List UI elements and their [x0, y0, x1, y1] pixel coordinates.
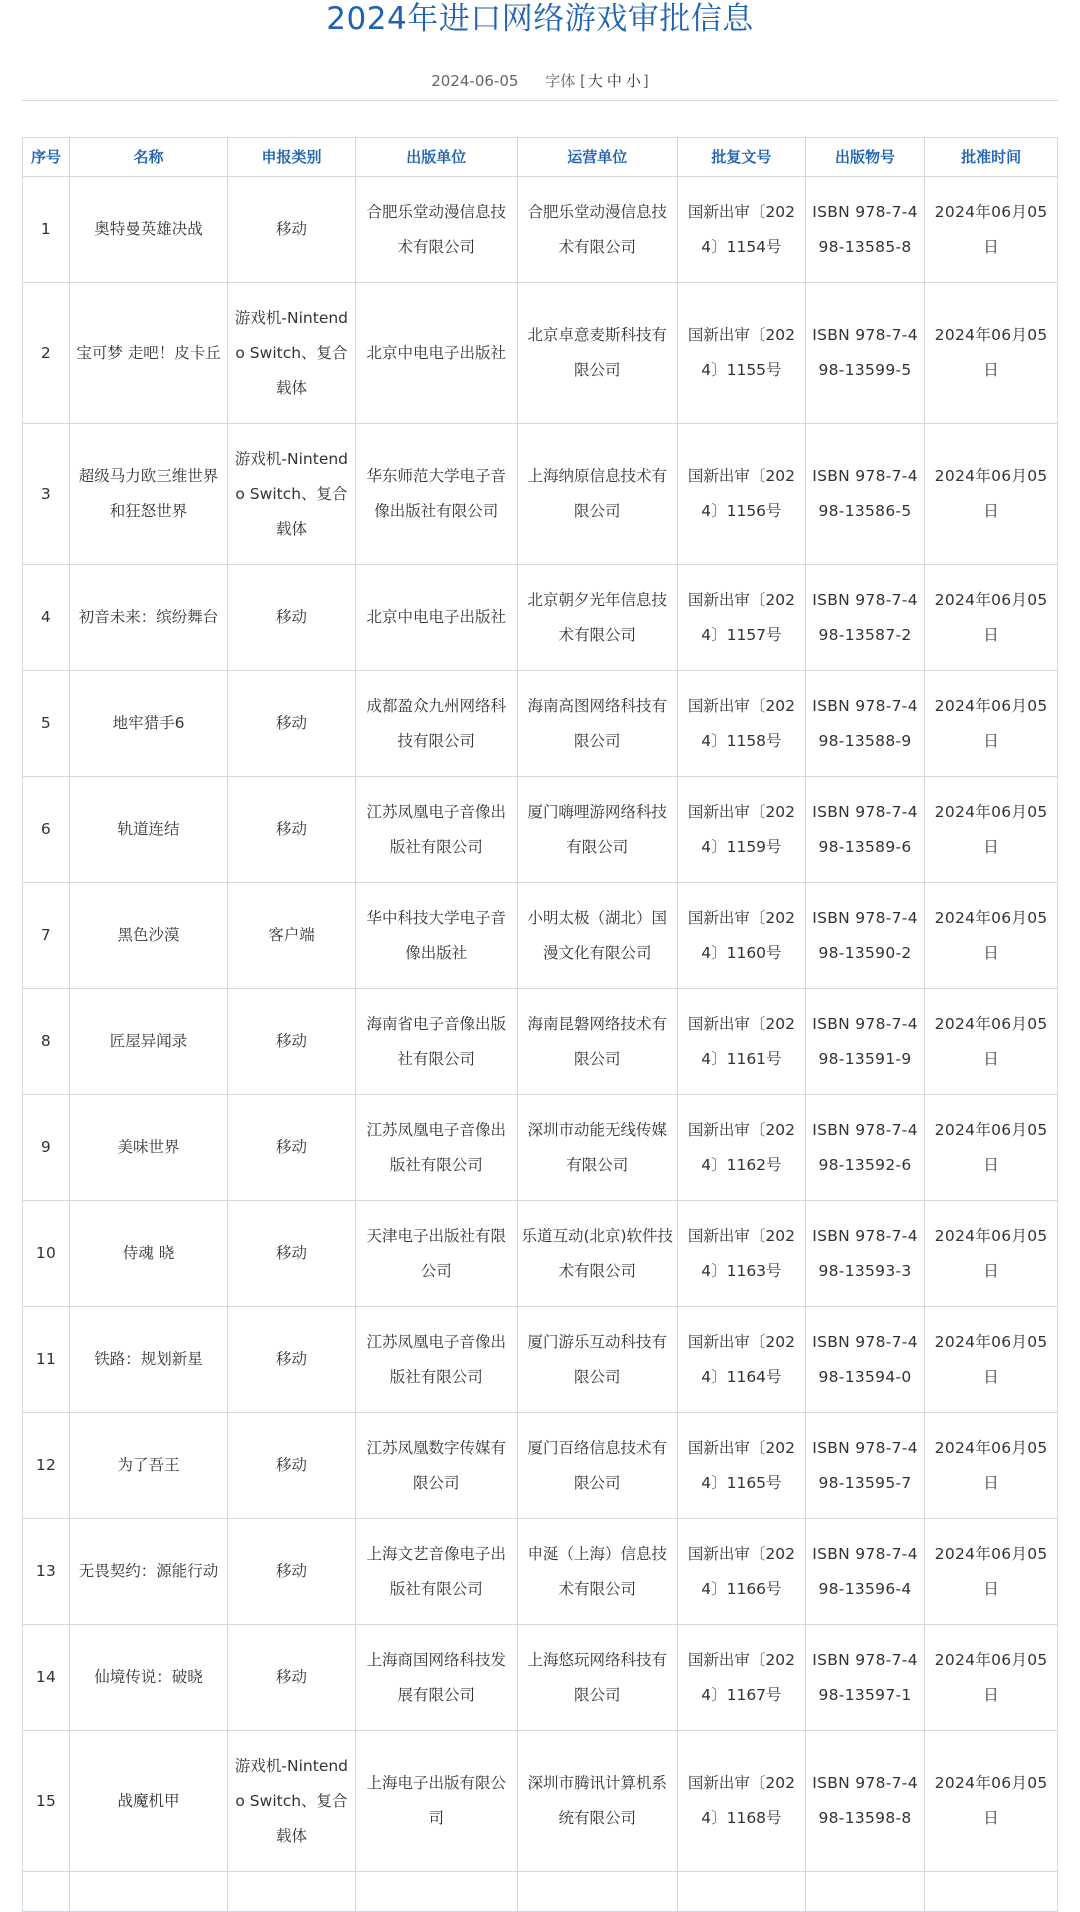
- empty-cell: [70, 1872, 228, 1912]
- cell-operator: 申涎（上海）信息技术有限公司: [517, 1519, 677, 1625]
- table-row: [23, 989, 1058, 1095]
- cell-name: 地牢猎手6: [70, 671, 228, 777]
- cell-no: 8: [23, 989, 70, 1095]
- cell-publisher: 江苏凤凰电子音像出版社有限公司: [355, 777, 517, 883]
- font-size-medium-button[interactable]: 中: [606, 72, 622, 90]
- cell-operator: 上海纳原信息技术有限公司: [517, 424, 677, 565]
- cell-category: 移动: [228, 1413, 356, 1519]
- font-size-label: 字体: [545, 72, 576, 90]
- table-row: [23, 1731, 1058, 1872]
- table-row-cutoff: [23, 1872, 1058, 1912]
- cell-name: 初音未来：缤纷舞台: [70, 565, 228, 671]
- cell-approval: 国新出审〔2024〕1155号: [677, 283, 805, 424]
- cell-date: 2024年06月05日: [925, 1731, 1058, 1872]
- cell-isbn: ISBN 978-7-498-13599-5: [805, 283, 924, 424]
- cell-approval: 国新出审〔2024〕1159号: [677, 777, 805, 883]
- table-row: [23, 1519, 1058, 1625]
- cell-date: 2024年06月05日: [925, 1095, 1058, 1201]
- cell-approval: 国新出审〔2024〕1164号: [677, 1307, 805, 1413]
- bracket-close: ]: [642, 72, 649, 90]
- cell-name: 轨道连结: [70, 777, 228, 883]
- cell-operator: 乐道互动(北京)软件技术有限公司: [517, 1201, 677, 1307]
- cell-category: 移动: [228, 1201, 356, 1307]
- table-row: [23, 671, 1058, 777]
- empty-cell: [677, 1872, 805, 1912]
- cell-isbn: ISBN 978-7-498-13589-6: [805, 777, 924, 883]
- column-header: 出版物号: [805, 138, 924, 177]
- cell-publisher: 北京中电电子出版社: [355, 565, 517, 671]
- cell-name: 奥特曼英雄决战: [70, 177, 228, 283]
- table-row: [23, 177, 1058, 283]
- cell-date: 2024年06月05日: [925, 989, 1058, 1095]
- empty-cell: [805, 1872, 924, 1912]
- cell-operator: 厦门百络信息技术有限公司: [517, 1413, 677, 1519]
- cell-approval: 国新出审〔2024〕1162号: [677, 1095, 805, 1201]
- cell-date: 2024年06月05日: [925, 671, 1058, 777]
- bracket-open: [: [580, 72, 586, 90]
- cell-publisher: 成都盈众九州网络科技有限公司: [355, 671, 517, 777]
- cell-approval: 国新出审〔2024〕1161号: [677, 989, 805, 1095]
- empty-cell: [228, 1872, 356, 1912]
- cell-category: 移动: [228, 1625, 356, 1731]
- cell-no: 4: [23, 565, 70, 671]
- table-row: [23, 1307, 1058, 1413]
- cell-publisher: 上海文艺音像电子出版社有限公司: [355, 1519, 517, 1625]
- cell-category: 游戏机-Nintendo Switch、复合载体: [228, 1731, 356, 1872]
- cell-category: 移动: [228, 1095, 356, 1201]
- cell-date: 2024年06月05日: [925, 883, 1058, 989]
- cell-date: 2024年06月05日: [925, 1201, 1058, 1307]
- cell-publisher: 海南省电子音像出版社有限公司: [355, 989, 517, 1095]
- column-header: 序号: [23, 138, 70, 177]
- cell-approval: 国新出审〔2024〕1167号: [677, 1625, 805, 1731]
- table-row: [23, 1625, 1058, 1731]
- font-size-large-button[interactable]: 大: [587, 72, 603, 90]
- cell-publisher: 天津电子出版社有限公司: [355, 1201, 517, 1307]
- cell-isbn: ISBN 978-7-498-13594-0: [805, 1307, 924, 1413]
- cell-operator: 深圳市腾讯计算机系统有限公司: [517, 1731, 677, 1872]
- cell-no: 10: [23, 1201, 70, 1307]
- cell-date: 2024年06月05日: [925, 565, 1058, 671]
- cell-no: 5: [23, 671, 70, 777]
- cell-isbn: ISBN 978-7-498-13587-2: [805, 565, 924, 671]
- cell-name: 为了吾王: [70, 1413, 228, 1519]
- cell-no: 3: [23, 424, 70, 565]
- cell-no: 12: [23, 1413, 70, 1519]
- cell-operator: 海南高图网络科技有限公司: [517, 671, 677, 777]
- cell-category: 移动: [228, 565, 356, 671]
- empty-cell: [925, 1872, 1058, 1912]
- table-row: [23, 565, 1058, 671]
- cell-isbn: ISBN 978-7-498-13598-8: [805, 1731, 924, 1872]
- cell-approval: 国新出审〔2024〕1158号: [677, 671, 805, 777]
- cell-approval: 国新出审〔2024〕1166号: [677, 1519, 805, 1625]
- cell-publisher: 江苏凤凰数字传媒有限公司: [355, 1413, 517, 1519]
- cell-operator: 北京朝夕光年信息技术有限公司: [517, 565, 677, 671]
- cell-isbn: ISBN 978-7-498-13585-8: [805, 177, 924, 283]
- column-header: 批复文号: [677, 138, 805, 177]
- cell-name: 超级马力欧三维世界和狂怒世界: [70, 424, 228, 565]
- cell-isbn: ISBN 978-7-498-13596-4: [805, 1519, 924, 1625]
- cell-isbn: ISBN 978-7-498-13593-3: [805, 1201, 924, 1307]
- cell-isbn: ISBN 978-7-498-13586-5: [805, 424, 924, 565]
- table-row: [23, 283, 1058, 424]
- page-title: 2024年进口网络游戏审批信息: [326, 1, 754, 37]
- empty-cell: [517, 1872, 677, 1912]
- cell-name: 匠屋异闻录: [70, 989, 228, 1095]
- cell-operator: 海南昆磐网络技术有限公司: [517, 989, 677, 1095]
- column-header: 申报类别: [228, 138, 356, 177]
- cell-name: 战魔机甲: [70, 1731, 228, 1872]
- cell-name: 仙境传说：破晓: [70, 1625, 228, 1731]
- cell-category: 移动: [228, 177, 356, 283]
- cell-isbn: ISBN 978-7-498-13588-9: [805, 671, 924, 777]
- cell-operator: 上海悠玩网络科技有限公司: [517, 1625, 677, 1731]
- cell-no: 2: [23, 283, 70, 424]
- table-row: [23, 883, 1058, 989]
- column-header: 出版单位: [355, 138, 517, 177]
- cell-date: 2024年06月05日: [925, 424, 1058, 565]
- cell-operator: 小明太极（湖北）国漫文化有限公司: [517, 883, 677, 989]
- cell-isbn: ISBN 978-7-498-13597-1: [805, 1625, 924, 1731]
- cell-date: 2024年06月05日: [925, 283, 1058, 424]
- cell-publisher: 上海商国网络科技发展有限公司: [355, 1625, 517, 1731]
- table-row: [23, 1413, 1058, 1519]
- cell-date: 2024年06月05日: [925, 1625, 1058, 1731]
- cell-isbn: ISBN 978-7-498-13592-6: [805, 1095, 924, 1201]
- article-meta: [0, 70, 1080, 91]
- cell-name: 铁路：规划新星: [70, 1307, 228, 1413]
- cell-no: 14: [23, 1625, 70, 1731]
- empty-cell: [23, 1872, 70, 1912]
- cell-date: 2024年06月05日: [925, 1307, 1058, 1413]
- cell-approval: 国新出审〔2024〕1154号: [677, 177, 805, 283]
- cell-publisher: 华中科技大学电子音像出版社: [355, 883, 517, 989]
- column-header: 批准时间: [925, 138, 1058, 177]
- table-row: [23, 424, 1058, 565]
- cell-approval: 国新出审〔2024〕1163号: [677, 1201, 805, 1307]
- cell-no: 11: [23, 1307, 70, 1413]
- cell-approval: 国新出审〔2024〕1157号: [677, 565, 805, 671]
- cell-operator: 北京卓意麦斯科技有限公司: [517, 283, 677, 424]
- cell-approval: 国新出审〔2024〕1156号: [677, 424, 805, 565]
- cell-category: 移动: [228, 777, 356, 883]
- cell-isbn: ISBN 978-7-498-13595-7: [805, 1413, 924, 1519]
- cell-date: 2024年06月05日: [925, 177, 1058, 283]
- cell-publisher: 北京中电电子出版社: [355, 283, 517, 424]
- cell-operator: 深圳市动能无线传媒有限公司: [517, 1095, 677, 1201]
- cell-publisher: 华东师范大学电子音像出版社有限公司: [355, 424, 517, 565]
- cell-name: 美味世界: [70, 1095, 228, 1201]
- cell-category: 移动: [228, 989, 356, 1095]
- cell-isbn: ISBN 978-7-498-13591-9: [805, 989, 924, 1095]
- cell-approval: 国新出审〔2024〕1168号: [677, 1731, 805, 1872]
- cell-publisher: 上海电子出版有限公司: [355, 1731, 517, 1872]
- cell-date: 2024年06月05日: [925, 1413, 1058, 1519]
- cell-name: 宝可梦 走吧！皮卡丘: [70, 283, 228, 424]
- cell-no: 1: [23, 177, 70, 283]
- cell-no: 7: [23, 883, 70, 989]
- empty-cell: [355, 1872, 517, 1912]
- cell-name: 黑色沙漠: [70, 883, 228, 989]
- cell-operator: 厦门游乐互动科技有限公司: [517, 1307, 677, 1413]
- cell-operator: 合肥乐堂动漫信息技术有限公司: [517, 177, 677, 283]
- table-row: [23, 777, 1058, 883]
- cell-publisher: 江苏凤凰电子音像出版社有限公司: [355, 1307, 517, 1413]
- font-size-small-button[interactable]: 小: [625, 72, 641, 90]
- cell-category: 移动: [228, 1519, 356, 1625]
- cell-no: 6: [23, 777, 70, 883]
- cell-approval: 国新出审〔2024〕1160号: [677, 883, 805, 989]
- column-header: 运营单位: [517, 138, 677, 177]
- table-row: [23, 1095, 1058, 1201]
- cell-name: 无畏契约：源能行动: [70, 1519, 228, 1625]
- cell-isbn: ISBN 978-7-498-13590-2: [805, 883, 924, 989]
- cell-category: 游戏机-Nintendo Switch、复合载体: [228, 424, 356, 565]
- cell-no: 15: [23, 1731, 70, 1872]
- cell-category: 游戏机-Nintendo Switch、复合载体: [228, 283, 356, 424]
- cell-date: 2024年06月05日: [925, 777, 1058, 883]
- cell-category: 移动: [228, 1307, 356, 1413]
- column-header: 名称: [70, 138, 228, 177]
- cell-no: 13: [23, 1519, 70, 1625]
- cell-date: 2024年06月05日: [925, 1519, 1058, 1625]
- cell-category: 移动: [228, 671, 356, 777]
- cell-publisher: 江苏凤凰电子音像出版社有限公司: [355, 1095, 517, 1201]
- table-row: [23, 1201, 1058, 1307]
- cell-category: 客户端: [228, 883, 356, 989]
- header-divider: [22, 100, 1058, 101]
- table-header-row: [23, 138, 1058, 177]
- cell-operator: 厦门嗨哩游网络科技有限公司: [517, 777, 677, 883]
- cell-name: 侍魂 晓: [70, 1201, 228, 1307]
- approval-table: [22, 137, 1058, 1912]
- cell-approval: 国新出审〔2024〕1165号: [677, 1413, 805, 1519]
- publish-date: 2024-06-05: [431, 72, 519, 90]
- cell-no: 9: [23, 1095, 70, 1201]
- cell-publisher: 合肥乐堂动漫信息技术有限公司: [355, 177, 517, 283]
